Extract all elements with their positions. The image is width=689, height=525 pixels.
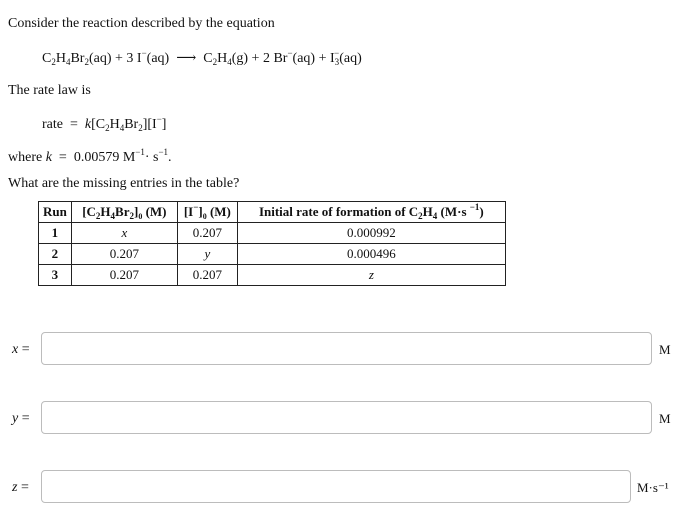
header-concentration-iodide: $[I^-]_0$ (M)	[177, 202, 237, 223]
answer-x-unit: M	[659, 342, 671, 357]
rate-data-table	[38, 201, 506, 286]
cell-concentration-iodide: y	[177, 244, 237, 265]
answer-y-input[interactable]	[41, 401, 652, 434]
rate-law: rate = $k[C_2H_4Br_2][I^-]$	[42, 114, 167, 133]
header-run: Run	[39, 202, 72, 223]
cell-concentration-iodide: 0.207	[177, 265, 237, 286]
cell-run: 3	[39, 265, 72, 286]
rate-law-intro: The rate law is	[8, 83, 91, 98]
header-concentration-c2h4br2: $[C_2H_4Br_2]_0$ (M)	[71, 202, 177, 223]
answer-y-label: y =	[12, 411, 30, 426]
answer-x-input[interactable]	[41, 332, 652, 365]
table-row	[39, 223, 506, 244]
cell-concentration-c2h4br2: 0.207	[71, 244, 177, 265]
reaction-equation: $C_2H_4Br_2(aq) + 3$ I−(aq) ⟶ $C_2H_4(g) + 2$ $Br^-(aq) + I_3^-(aq)$	[42, 48, 362, 67]
cell-initial-rate: z	[237, 265, 505, 286]
rate-constant-text: where k = 0.00579 $M^{-1}\cdot s^{-1}$.	[8, 147, 172, 165]
answer-z-unit: M·s⁻¹	[637, 480, 669, 495]
intro-text: Consider the reaction described by the equation	[8, 16, 275, 31]
answer-x-label: x =	[12, 342, 30, 357]
cell-concentration-iodide: 0.207	[177, 223, 237, 244]
cell-concentration-c2h4br2: 0.207	[71, 265, 177, 286]
question-text: What are the missing entries in the table?	[8, 176, 240, 191]
table-header-row	[39, 202, 506, 223]
header-initial-rate: Initial rate of formation of $C_2H_4$ (M·s $^{-1}$)	[237, 202, 505, 223]
cell-initial-rate: 0.000496	[237, 244, 505, 265]
cell-run: 2	[39, 244, 72, 265]
table-row	[39, 265, 506, 286]
answer-z-label: z =	[12, 480, 29, 495]
cell-initial-rate: 0.000992	[237, 223, 505, 244]
cell-run: 1	[39, 223, 72, 244]
table-row	[39, 244, 506, 265]
cell-concentration-c2h4br2: x	[71, 223, 177, 244]
answer-y-unit: M	[659, 411, 671, 426]
answer-z-input[interactable]	[41, 470, 631, 503]
